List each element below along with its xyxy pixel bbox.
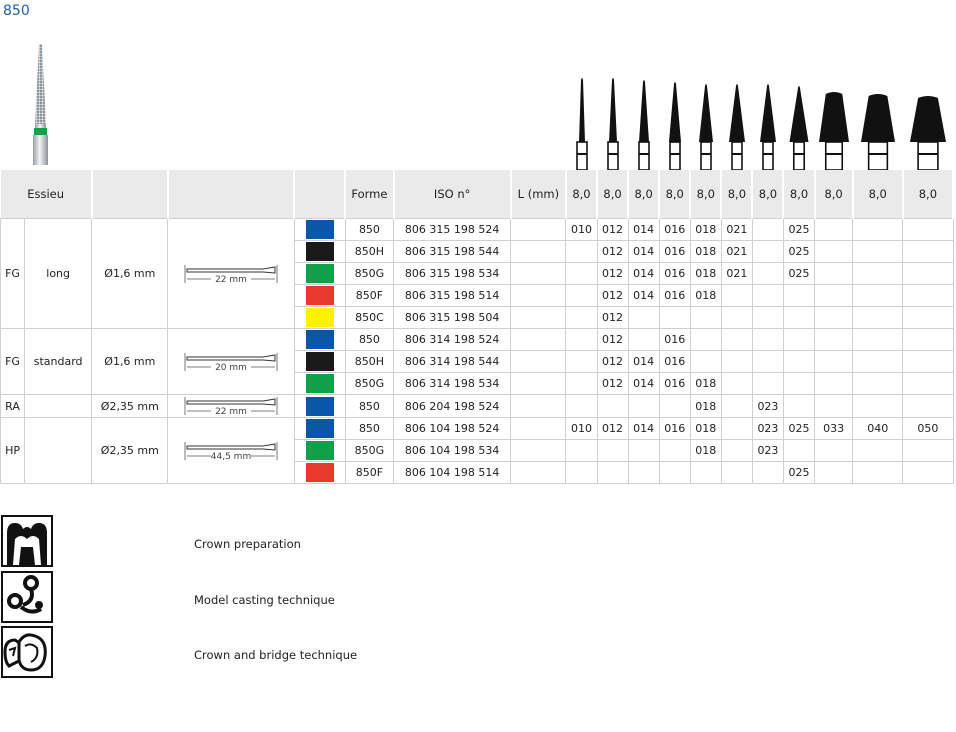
- size-cell: [853, 440, 903, 462]
- bur-shape-neck: [639, 142, 649, 170]
- size-cell: [815, 219, 853, 241]
- size-cell: [815, 241, 853, 263]
- size-cell: [853, 307, 903, 329]
- type-cell: long: [25, 219, 92, 329]
- iso-cell: 806 104 198 514: [394, 462, 511, 484]
- form-cell: 850H: [345, 351, 393, 373]
- size-cell: [690, 462, 721, 484]
- shank-cell: RA: [1, 395, 25, 418]
- color-swatch: [306, 308, 334, 327]
- size-cell: [853, 373, 903, 395]
- size-cell: [903, 263, 953, 285]
- size-cell: [721, 462, 752, 484]
- table-header-row: [1, 170, 954, 219]
- iso-cell: 806 314 198 544: [394, 351, 511, 373]
- header-size: 8,0: [690, 170, 721, 219]
- form-cell: 850H: [345, 241, 393, 263]
- header-length: L (mm): [511, 170, 566, 219]
- bur-shape-neck: [732, 142, 742, 170]
- page-title: 850: [3, 3, 30, 19]
- iso-cell: 806 204 198 524: [394, 395, 511, 418]
- size-cell: [752, 329, 783, 351]
- size-cell: [659, 462, 690, 484]
- size-cell: [566, 285, 597, 307]
- color-swatch: [306, 264, 334, 283]
- table-row: [1, 418, 954, 440]
- bur-shape-head: [639, 80, 649, 142]
- size-cell: 012: [597, 307, 628, 329]
- size-cell: [853, 329, 903, 351]
- bur-shape-head: [910, 96, 946, 142]
- size-cell: [752, 285, 783, 307]
- header-size: 8,0: [783, 170, 814, 219]
- header-size: 8,0: [752, 170, 783, 219]
- size-cell: 012: [597, 418, 628, 440]
- size-cell: 010: [566, 418, 597, 440]
- size-cell: [783, 351, 814, 373]
- size-cell: [566, 307, 597, 329]
- size-cell: [783, 307, 814, 329]
- size-cell: [903, 395, 953, 418]
- color-swatch-cell: [294, 219, 345, 241]
- size-cell: 021: [721, 263, 752, 285]
- diameter-cell: Ø2,35 mm: [92, 395, 168, 418]
- length-cell: [511, 395, 566, 418]
- size-cell: [853, 395, 903, 418]
- size-cell: [752, 307, 783, 329]
- bur-shape-head: [819, 92, 849, 142]
- bur-shape-neck: [826, 142, 843, 170]
- size-cell: [903, 373, 953, 395]
- size-cell: [783, 395, 814, 418]
- size-cell: [853, 263, 903, 285]
- size-cell: 014: [628, 418, 659, 440]
- length-label: 22 mm: [215, 407, 248, 417]
- size-cell: [752, 263, 783, 285]
- size-cell: [853, 285, 903, 307]
- color-swatch-cell: [294, 241, 345, 263]
- color-swatch-cell: [294, 462, 345, 484]
- iso-cell: 806 104 198 534: [394, 440, 511, 462]
- size-cell: [752, 219, 783, 241]
- size-cell: [853, 462, 903, 484]
- size-cell: [628, 462, 659, 484]
- crown-preparation-icon: [1, 515, 53, 567]
- size-cell: [721, 285, 752, 307]
- size-cell: [903, 351, 953, 373]
- size-cell: 012: [597, 329, 628, 351]
- size-cell: 012: [597, 285, 628, 307]
- size-cell: [752, 462, 783, 484]
- color-swatch: [306, 463, 334, 482]
- size-cell: 023: [752, 440, 783, 462]
- size-cell: [628, 307, 659, 329]
- length-diagram: [183, 440, 279, 462]
- size-cell: [690, 351, 721, 373]
- bur-shape-neck: [608, 142, 618, 170]
- color-swatch: [306, 374, 334, 393]
- form-cell: 850G: [345, 373, 393, 395]
- size-cell: [903, 219, 953, 241]
- iso-cell: 806 104 198 524: [394, 418, 511, 440]
- size-cell: [628, 440, 659, 462]
- length-cell: [511, 307, 566, 329]
- bur-shape-head: [729, 84, 745, 142]
- size-cell: 040: [853, 418, 903, 440]
- color-swatch-cell: [294, 373, 345, 395]
- color-swatch: [306, 286, 334, 305]
- length-diagram-cell: [168, 219, 294, 329]
- legend-item: [0, 571, 400, 625]
- legend-item: [0, 515, 400, 569]
- size-cell: [721, 440, 752, 462]
- size-cell: 014: [628, 219, 659, 241]
- size-cell: 050: [903, 418, 953, 440]
- bur-shape-neck: [918, 142, 938, 170]
- color-swatch-cell: [294, 440, 345, 462]
- size-cell: [659, 395, 690, 418]
- size-cell: 016: [659, 219, 690, 241]
- size-cell: 018: [690, 418, 721, 440]
- size-cell: [721, 418, 752, 440]
- size-cell: [853, 241, 903, 263]
- size-cell: [628, 395, 659, 418]
- size-cell: [721, 373, 752, 395]
- size-cell: [721, 307, 752, 329]
- iso-cell: 806 315 198 514: [394, 285, 511, 307]
- bur-shape-head: [790, 86, 809, 142]
- size-cell: [903, 307, 953, 329]
- size-cell: 025: [783, 462, 814, 484]
- bur-shape-neck: [670, 142, 680, 170]
- header-size: 8,0: [628, 170, 659, 219]
- length-label: 20 mm: [215, 362, 248, 373]
- shank-cell: FG: [1, 329, 25, 395]
- length-diagram-cell: [168, 418, 294, 484]
- size-cell: [815, 329, 853, 351]
- size-cell: 025: [783, 219, 814, 241]
- size-cell: [783, 329, 814, 351]
- color-swatch-cell: [294, 307, 345, 329]
- color-swatch: [306, 220, 334, 239]
- form-cell: 850: [345, 329, 393, 351]
- model-casting-icon: [1, 571, 53, 623]
- size-cell: [721, 329, 752, 351]
- size-cell: 025: [783, 241, 814, 263]
- size-cell: [903, 440, 953, 462]
- length-cell: [511, 462, 566, 484]
- length-cell: [511, 351, 566, 373]
- size-cell: [853, 219, 903, 241]
- color-swatch-cell: [294, 285, 345, 307]
- length-cell: [511, 373, 566, 395]
- color-swatch: [306, 352, 334, 371]
- size-cell: [566, 263, 597, 285]
- length-cell: [511, 241, 566, 263]
- shank-cell: HP: [1, 418, 25, 484]
- header-size: 8,0: [659, 170, 690, 219]
- type-cell: [25, 395, 92, 418]
- size-cell: [566, 395, 597, 418]
- header-size: 8,0: [597, 170, 628, 219]
- color-swatch: [306, 441, 334, 460]
- header-size: 8,0: [566, 170, 597, 219]
- bur-shape-head: [861, 94, 895, 142]
- size-cell: 012: [597, 263, 628, 285]
- length-cell: [511, 440, 566, 462]
- iso-cell: 806 314 198 534: [394, 373, 511, 395]
- length-cell: [511, 263, 566, 285]
- size-cell: [783, 285, 814, 307]
- form-cell: 850G: [345, 263, 393, 285]
- size-cell: 014: [628, 373, 659, 395]
- size-cell: 021: [721, 219, 752, 241]
- size-cell: 014: [628, 263, 659, 285]
- size-cell: [815, 285, 853, 307]
- length-cell: [511, 219, 566, 241]
- size-cell: [659, 440, 690, 462]
- bur-shapes-row: [0, 78, 956, 170]
- size-cell: [690, 329, 721, 351]
- size-cell: 014: [628, 285, 659, 307]
- table-row: [1, 219, 954, 241]
- diameter-cell: Ø1,6 mm: [92, 329, 168, 395]
- length-diagram: [183, 263, 279, 285]
- size-cell: 025: [783, 418, 814, 440]
- size-cell: [903, 329, 953, 351]
- form-cell: 850G: [345, 440, 393, 462]
- size-cell: 016: [659, 418, 690, 440]
- bur-shape-neck: [794, 142, 804, 170]
- size-cell: 016: [659, 285, 690, 307]
- size-cell: [628, 329, 659, 351]
- color-swatch: [306, 330, 334, 349]
- color-swatch: [306, 242, 334, 261]
- shank-cell: FG: [1, 219, 25, 329]
- size-cell: 016: [659, 263, 690, 285]
- size-cell: 014: [628, 241, 659, 263]
- size-cell: 018: [690, 241, 721, 263]
- color-swatch: [306, 397, 334, 416]
- size-cell: [783, 373, 814, 395]
- header-size: 8,0: [721, 170, 752, 219]
- size-cell: 018: [690, 440, 721, 462]
- size-cell: [783, 440, 814, 462]
- size-cell: 016: [659, 351, 690, 373]
- size-cell: [566, 462, 597, 484]
- header-forme: Forme: [345, 170, 393, 219]
- length-cell: [511, 285, 566, 307]
- size-cell: 012: [597, 351, 628, 373]
- product-table: [0, 170, 954, 484]
- size-cell: 014: [628, 351, 659, 373]
- size-cell: [815, 462, 853, 484]
- size-cell: 018: [690, 395, 721, 418]
- size-cell: [597, 395, 628, 418]
- size-cell: [815, 307, 853, 329]
- legend-label: Crown and bridge technique: [194, 648, 358, 662]
- size-cell: [721, 395, 752, 418]
- size-cell: [752, 351, 783, 373]
- bur-shape-neck: [763, 142, 773, 170]
- size-cell: [815, 440, 853, 462]
- size-cell: 025: [783, 263, 814, 285]
- iso-cell: 806 315 198 524: [394, 219, 511, 241]
- size-cell: 016: [659, 373, 690, 395]
- header-size: 8,0: [815, 170, 853, 219]
- size-cell: 018: [690, 373, 721, 395]
- iso-cell: 806 314 198 524: [394, 329, 511, 351]
- size-cell: [903, 285, 953, 307]
- size-cell: [566, 373, 597, 395]
- size-cell: 023: [752, 418, 783, 440]
- header-size: 8,0: [903, 170, 953, 219]
- size-cell: [815, 263, 853, 285]
- size-cell: 018: [690, 219, 721, 241]
- color-swatch-cell: [294, 351, 345, 373]
- header-iso: ISO n°: [394, 170, 511, 219]
- legend-label: Model casting technique: [194, 593, 335, 607]
- size-cell: [566, 329, 597, 351]
- legend-item: [0, 626, 400, 680]
- form-cell: 850F: [345, 285, 393, 307]
- form-cell: 850: [345, 395, 393, 418]
- size-cell: 010: [566, 219, 597, 241]
- size-cell: [659, 307, 690, 329]
- color-swatch-cell: [294, 263, 345, 285]
- size-cell: 033: [815, 418, 853, 440]
- size-cell: 012: [597, 373, 628, 395]
- size-cell: [815, 351, 853, 373]
- size-cell: [853, 351, 903, 373]
- bur-shape-head: [609, 78, 617, 142]
- length-cell: [511, 418, 566, 440]
- size-cell: [815, 373, 853, 395]
- color-swatch-cell: [294, 329, 345, 351]
- length-diagram: [183, 351, 279, 373]
- size-cell: 018: [690, 263, 721, 285]
- size-cell: [566, 440, 597, 462]
- header-size: 8,0: [853, 170, 903, 219]
- color-swatch: [306, 419, 334, 438]
- length-diagram-cell: [168, 395, 294, 418]
- bur-shape-head: [579, 78, 585, 142]
- size-cell: 012: [597, 241, 628, 263]
- length-label: 44,5 mm: [210, 451, 252, 462]
- bur-shape-neck: [869, 142, 888, 170]
- form-cell: 850: [345, 219, 393, 241]
- size-cell: [566, 351, 597, 373]
- form-cell: 850F: [345, 462, 393, 484]
- diameter-cell: Ø1,6 mm: [92, 219, 168, 329]
- size-cell: [566, 241, 597, 263]
- size-cell: [597, 462, 628, 484]
- bur-shape-head: [669, 82, 681, 142]
- table-row: [1, 329, 954, 351]
- type-cell: standard: [25, 329, 92, 395]
- form-cell: 850C: [345, 307, 393, 329]
- bur-shape-head: [699, 84, 713, 142]
- size-cell: 012: [597, 219, 628, 241]
- size-cell: [690, 307, 721, 329]
- size-cell: 016: [659, 329, 690, 351]
- iso-cell: 806 315 198 544: [394, 241, 511, 263]
- color-swatch-cell: [294, 395, 345, 418]
- table-row: [1, 395, 954, 418]
- color-swatch-cell: [294, 418, 345, 440]
- length-diagram-cell: [168, 329, 294, 395]
- header-essieu: Essieu: [1, 170, 92, 219]
- size-cell: [752, 241, 783, 263]
- size-cell: [903, 241, 953, 263]
- length-cell: [511, 329, 566, 351]
- length-diagram: [183, 395, 279, 417]
- size-cell: [752, 373, 783, 395]
- crown-bridge-icon: [1, 626, 53, 678]
- length-label: 22 mm: [215, 274, 248, 285]
- size-cell: 023: [752, 395, 783, 418]
- legend-label: Crown preparation: [194, 537, 301, 551]
- size-cell: 018: [690, 285, 721, 307]
- size-cell: [597, 440, 628, 462]
- type-cell: [25, 418, 92, 484]
- form-cell: 850: [345, 418, 393, 440]
- size-cell: [721, 351, 752, 373]
- size-cell: 016: [659, 241, 690, 263]
- bur-shape-neck: [577, 142, 587, 170]
- size-cell: [815, 395, 853, 418]
- bur-shape-head: [760, 84, 776, 142]
- diameter-cell: Ø2,35 mm: [92, 418, 168, 484]
- size-cell: [903, 462, 953, 484]
- iso-cell: 806 315 198 534: [394, 263, 511, 285]
- iso-cell: 806 315 198 504: [394, 307, 511, 329]
- size-cell: 021: [721, 241, 752, 263]
- bur-shape-neck: [701, 142, 711, 170]
